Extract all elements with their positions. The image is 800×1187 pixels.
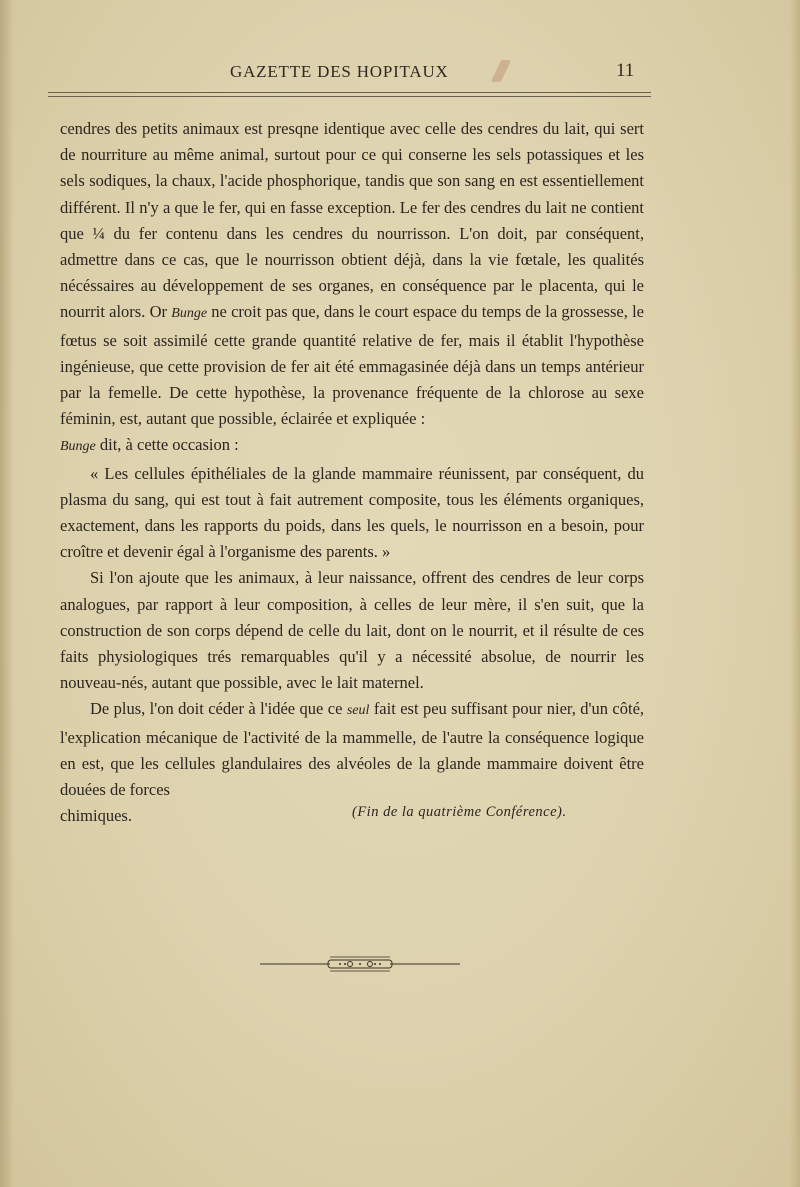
paragraph-2-text: dit, à cette occasion : bbox=[99, 435, 239, 455]
emphasis-word: seul bbox=[346, 703, 370, 719]
journal-title: GAZETTE DES HOPITAUX bbox=[230, 62, 449, 81]
final-word: chimiques. bbox=[60, 806, 132, 826]
header-rule bbox=[48, 92, 651, 93]
page-number: 11 bbox=[616, 60, 635, 81]
page-edge-left bbox=[0, 0, 14, 1187]
paragraph-4-text: De plus, l'on doit céder à l'idée que ce bbox=[90, 699, 343, 719]
end-of-conference-note: (Fin de la quatrième Conférence). bbox=[352, 804, 567, 821]
author-name: Bunge bbox=[171, 306, 208, 322]
author-name: Bunge bbox=[60, 439, 96, 455]
closing-line bbox=[60, 803, 644, 829]
paragraph-4 bbox=[60, 696, 644, 803]
header-rule-double bbox=[48, 96, 651, 97]
ornamental-rule-icon bbox=[260, 954, 460, 974]
paragraph-1 bbox=[60, 116, 644, 461]
running-header bbox=[48, 58, 650, 88]
article-body bbox=[60, 116, 644, 829]
paragraph-3: Si l'on ajoute que les animaux, à leur naissance, offrent des cendres de leur corps analogues, par rapport à leur composition, à celles de leur mère, il s'en suit, que la construction de son corps dépend de celle du lait, dont on le nourrit, et il résulte de ces faits physiologiques trés remarquables qu'il y a nécessité absolue, de nourrir les nouveau-nés, autant que possible, avec le lait maternel. bbox=[60, 568, 644, 693]
ink-stain bbox=[491, 60, 511, 82]
paragraph-1-text: cendres des petits animaux est presqne identique avec celle des cendres du lait, qui sert de nourriture au même animal, surtout pour ce qui conserne les sels potassiques et les sels sodiques, la chaux, l'acide phosphorique, tandis que son sang en est essentiellement différent. Il n'y a que le fer, qui en fasse exception. Le fer des cendres du lait ne contient que ¼ du fer contenu dans les cendres du nourrisson. L'on doit, par conséquent, admettre dans ce cas, que le nourrisson obtient déjà, dans la vie fœtale, les qualités nécéssaires au développement de ses organes, en conséquence par le placenta, qui le nourrit alors. Or bbox=[60, 119, 644, 322]
paragraph-1-continuation: ne croit pas que, dans le court espace du temps de la grossesse, le fœtus se soit assimilé cette grande quantité relative de fer, mais il établit l'hypothèse ingénieuse, que cette provision de fer ait été emmagasinée déjà dans un temps antérieur par la femelle. De cette hypothèse, la provenance fréquente de la chlorose au sexe féminin, est, autant que possible, éclairée et expliquée : bbox=[60, 302, 644, 429]
quotation: « Les cellules épithéliales de la glande mammaire réunissent, par conséquent, du plasma du sang, qui est tout à fait autrement composite, tous les éléments organiques, exactement, dans les rapports du poids, dans les quels, le nourrisson en a besoin, pour croître et devenir égal à l'organisme des parents. » bbox=[60, 463, 644, 562]
page-edge-right bbox=[790, 0, 800, 1187]
paragraph-4-continuation: fait est peu suffisant pour nier, d'un côté, l'explication mécanique de l'activité de la mammelle, de l'autre la conséquence logique en est, que les cellules glandulaires des alvéoles de la glande mammaire doivent être douées de forces bbox=[60, 699, 645, 800]
